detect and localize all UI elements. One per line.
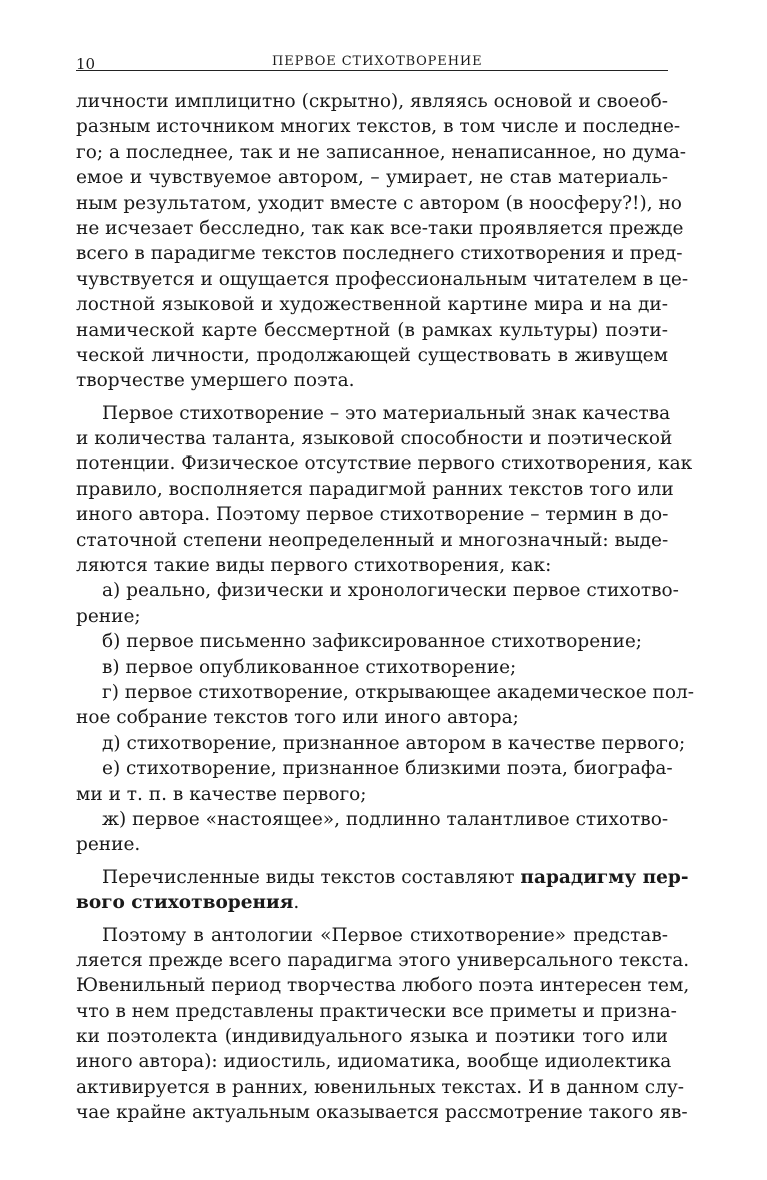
text-line: статочной степени неопределенный и многозначный: выде- [76,529,669,551]
text-line: ки поэтолекта (индивидуального языка и поэтики того или [76,1026,668,1048]
text-line: ным результатом, уходит вместе с автором (в ноосферу?!), но [76,192,682,214]
book-page [76,52,694,1126]
text-line: Первое стихотворение – это материальный знак качества [102,402,671,424]
text-line: иного автора. Поэтому первое стихотворение – термин в до- [76,504,669,526]
text-line: а) реально, физически и хронологически первое стихотво- [102,580,679,602]
text-segment: . [293,892,300,914]
paragraph [76,89,689,394]
running-title: ПЕРВОЕ СТИХОТВОРЕНИЕ [272,54,483,69]
list-item [76,731,686,756]
text-line: ляется прежде всего парадигма этого универсального текста. [76,949,690,971]
text-line: творчестве умершего поэта. [76,370,355,392]
text-line: в) первое опубликованное стихотворение; [102,656,517,678]
text-line: намической карте бессмертной (в рамках культуры) поэти- [76,319,668,341]
text-line: ческой личности, продолжающей существовать в живущем [76,344,668,366]
text-line: чае крайне актуальным оказывается рассмотрение такого яв- [76,1102,688,1124]
text-segment: Перечисленные виды текстов составляют [102,866,521,888]
running-head [76,52,668,71]
paragraph [76,865,689,916]
list-item [76,578,679,629]
text-line: рение; [76,605,141,627]
text-line: б) первое письменно зафиксированное стихотворение; [102,631,643,653]
text-line: го; а последнее, так и не записанное, ненаписанное, но дума- [76,141,687,163]
text-line: г) первое стихотворение, открывающее академическое пол- [102,681,694,703]
text-line: чувствуется и ощущается профессиональным читателем в це- [76,268,689,290]
text-line: емое и чувствуемое автором, – умирает, не став материаль- [76,167,668,189]
text-line: разным источником многих текстов, в том числе и последне- [76,116,681,138]
text-line: активируется в ранних, ювенильных текстах. И в данном слу- [76,1076,685,1098]
text-line: Поэтому в антологии «Первое стихотворение» представ- [102,924,668,946]
text-line: рение. [76,834,141,856]
list-item [76,680,694,731]
text-line [76,890,668,915]
text-line: всего в парадигме текстов последнего стихотворения и пред- [76,243,683,265]
text-line: что в нем представлены практически все приметы и призна- [76,1000,677,1022]
text-line: ляются такие виды первого стихотворения, как: [76,555,552,577]
bold-term: парадигму пер- [520,866,689,888]
text-line: ми и т. п. в качестве первого; [76,783,367,805]
list-item [76,807,668,858]
paragraph [76,401,693,579]
text-line: потенции. Физическое отсутствие первого стихотворения, как [76,453,693,475]
text-line: ное собрание текстов того или иного автора; [76,707,519,729]
text-line: д) стихотворение, признанное автором в качестве первого; [102,732,686,754]
text-line [76,865,689,890]
text-line: е) стихотворение, признанное близкими поэта, биографа- [102,758,673,780]
text-line: Ювенильный период творчества любого поэта интересен тем, [76,975,690,997]
text-line: иного автора): идиостиль, идиоматика, вообще идиолектика [76,1051,672,1073]
text-line: правило, восполняется парадигмой ранних текстов того или [76,478,674,500]
bold-term: вого стихотворения [76,892,294,914]
text-line: и количества таланта, языковой способности и поэтической [76,428,673,450]
text-line: ж) первое «настоящее», подлинно талантливое стихотво- [102,808,669,830]
list-item [76,655,668,680]
text-line: личности имплицитно (скрытно), являясь основой и своеоб- [76,91,668,112]
text-body [76,89,694,1126]
paragraph [76,923,690,1126]
text-line: лостной языковой и художественной картине мира и на ди- [76,294,668,316]
text-line: не исчезает бесследно, так как все-таки проявляется прежде [76,217,684,239]
list-item [76,629,668,654]
list-item [76,756,673,807]
page-number: 10 [76,55,96,73]
